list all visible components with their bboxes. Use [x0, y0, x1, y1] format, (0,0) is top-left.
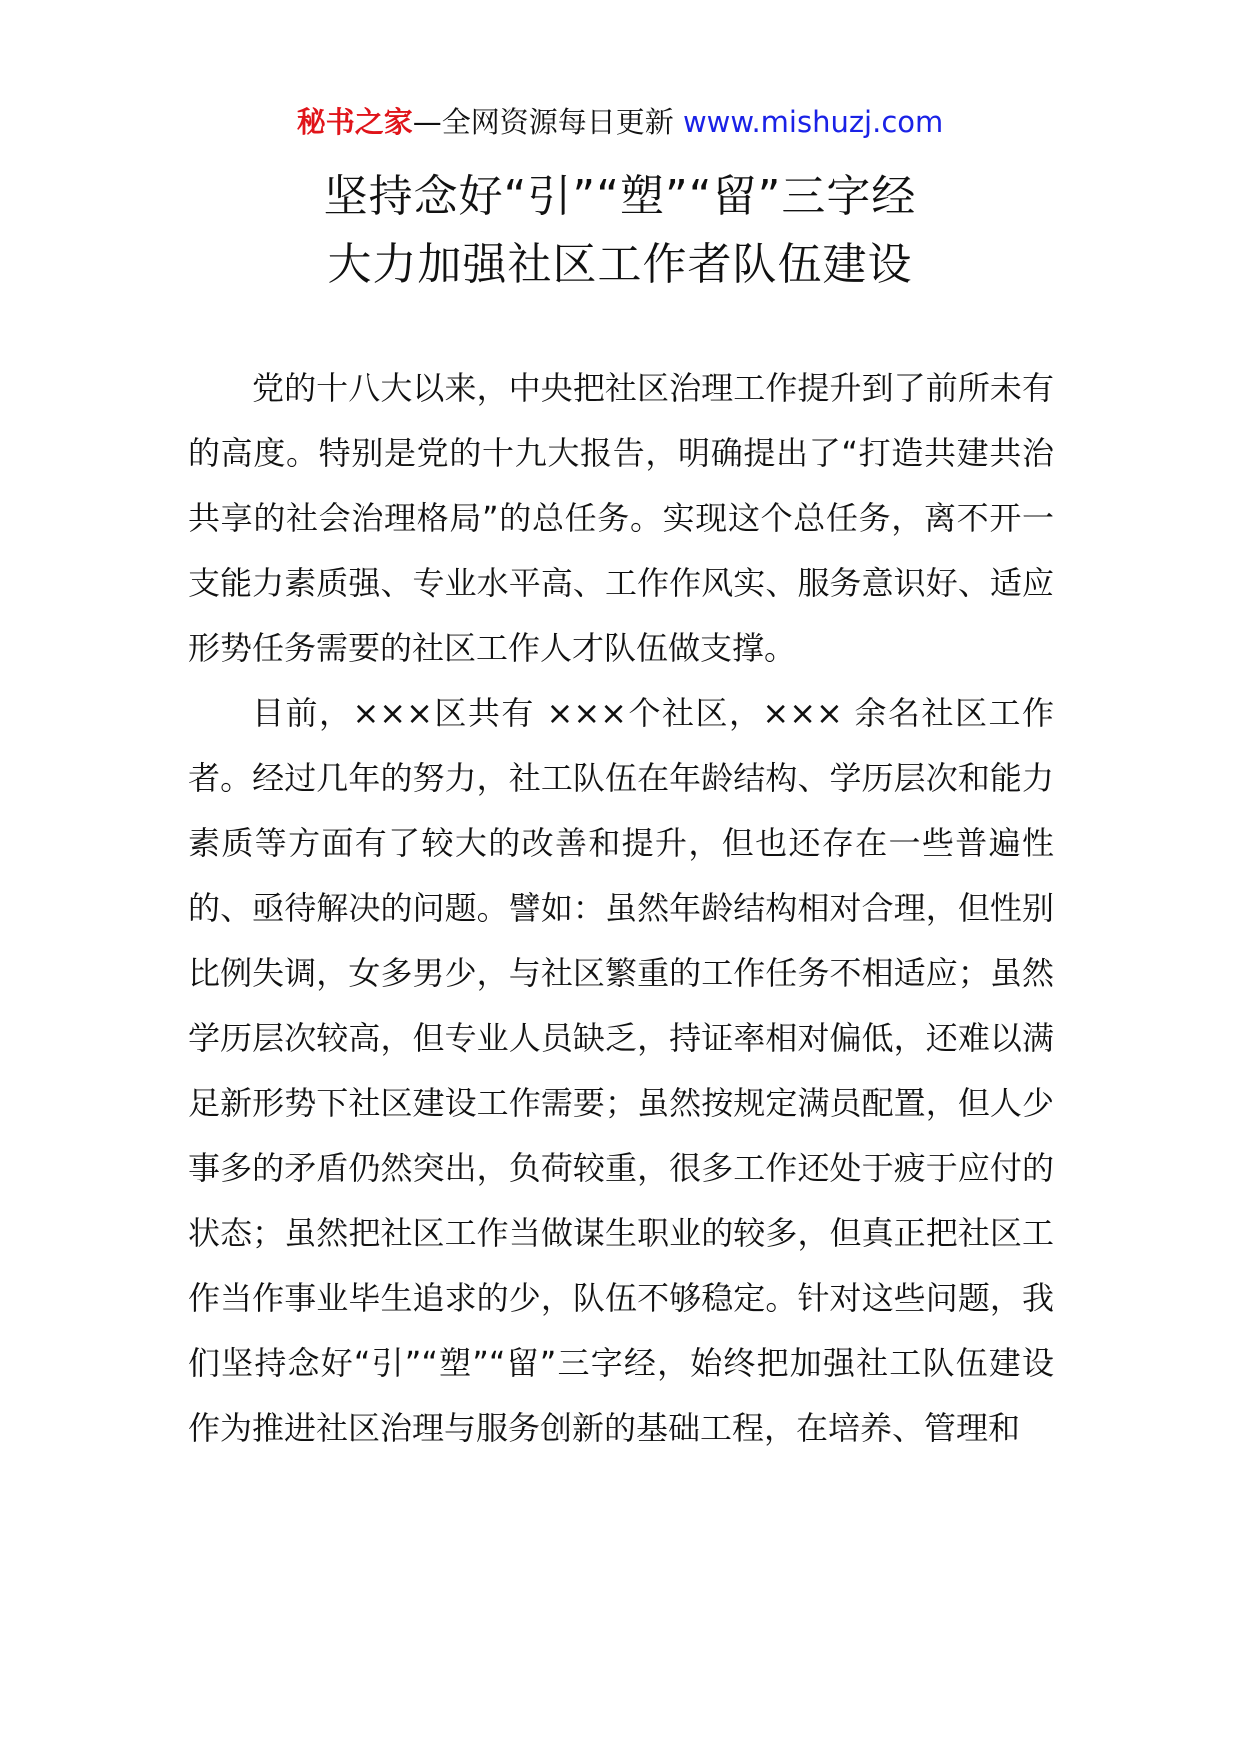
site-url-link[interactable]: www.mishuzj.com [682, 105, 944, 139]
title-line-2: 大力加强社区工作者队伍建设 [327, 239, 913, 290]
brand-name: 秘书之家 [296, 105, 413, 139]
site-header [0, 102, 1240, 142]
document-title [0, 163, 1240, 299]
header-slogan: —全网资源每日更新 [412, 105, 683, 139]
paragraph-1: 党的十八大以来，中央把社区治理工作提升到了前所未有的高度。特别是党的十九大报告，明确提出了“打造共建共治共享的社会治理格局”的总任务。实现这个总任务，离不开一支能力素质强、专业水平高、工作作风实、服务意识好、适应形势任务需要的社区工作人才队伍做支撑。 [188, 369, 1054, 667]
document-body [188, 356, 1054, 1461]
title-line-1: 坚持念好“引”“塑”“留”三字经 [323, 171, 917, 222]
paragraph-2: 目前，×××区共有 ×××个社区，××× 余名社区工作者。经过几年的努力，社工队伍在年龄结构、学历层次和能力素质等方面有了较大的改善和提升，但也还存在一些普遍性的、亟待解决的问题。譬如：虽然年龄结构相对合理，但性别比例失调，女多男少，与社区繁重的工作任务不相适应；虽然学历层次较高，但专业人员缺乏，持证率相对偏低，还难以满足新形势下社区建设工作需要；虽然按规定满员配置，但人少事多的矛盾仍然突出，负荷较重，很多工作还处于疲于应付的状态；虽然把社区工作当做谋生职业的较多，但真正把社区工作当作事业毕生追求的少，队伍不够稳定。针对这些问题，我们坚持念好“引”“塑”“留”三字经，始终把加强社工队伍建设作为推进社区治理与服务创新的基础工程，在培养、管理和 [188, 694, 1054, 1447]
